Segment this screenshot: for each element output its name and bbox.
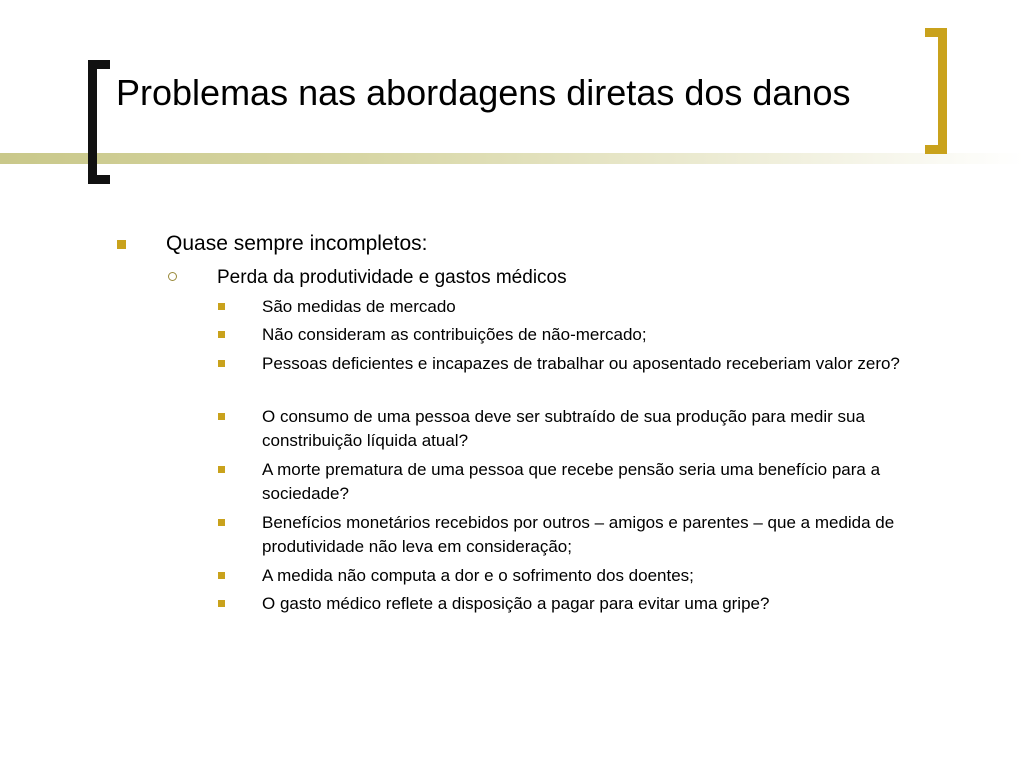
right-bracket-decoration [925,28,947,154]
left-bracket-decoration [88,60,110,184]
square-bullet-icon [218,466,225,473]
square-bullet-icon [218,360,225,367]
square-bullet-icon [218,600,225,607]
title-divider-rule [0,153,1024,164]
circle-bullet-icon [168,272,177,281]
bullet-level1: Quase sempre incompletos: [166,232,428,255]
list-item: São medidas de mercado [262,297,456,316]
square-bullet-icon [218,331,225,338]
list-item: O gasto médico reflete a disposição a pagar para evitar uma gripe? [262,594,770,613]
list-item: Pessoas deficientes e incapazes de trabalhar ou aposentado receberiam valor zero? [262,354,900,373]
square-bullet-icon [218,413,225,420]
square-bullet-icon [218,572,225,579]
list-item: Benefícios monetários recebidos por outros – amigos e parentes – que a medida de produtividade não leva em consideração; [262,513,895,556]
square-bullet-icon [117,240,126,249]
bullet-level2: Perda da produtividade e gastos médicos [217,267,567,288]
list-item: Não consideram as contribuições de não-mercado; [262,325,647,344]
square-bullet-icon [218,519,225,526]
square-bullet-icon [218,303,225,310]
list-item: A morte prematura de uma pessoa que recebe pensão seria uma benefício para a sociedade? [262,460,881,503]
slide-title: Problemas nas abordagens diretas dos danos [116,72,882,114]
list-item: A medida não computa a dor e o sofrimento dos doentes; [262,566,694,585]
list-item: O consumo de uma pessoa deve ser subtraído de sua produção para medir sua constribuição líquida atual? [262,407,865,450]
